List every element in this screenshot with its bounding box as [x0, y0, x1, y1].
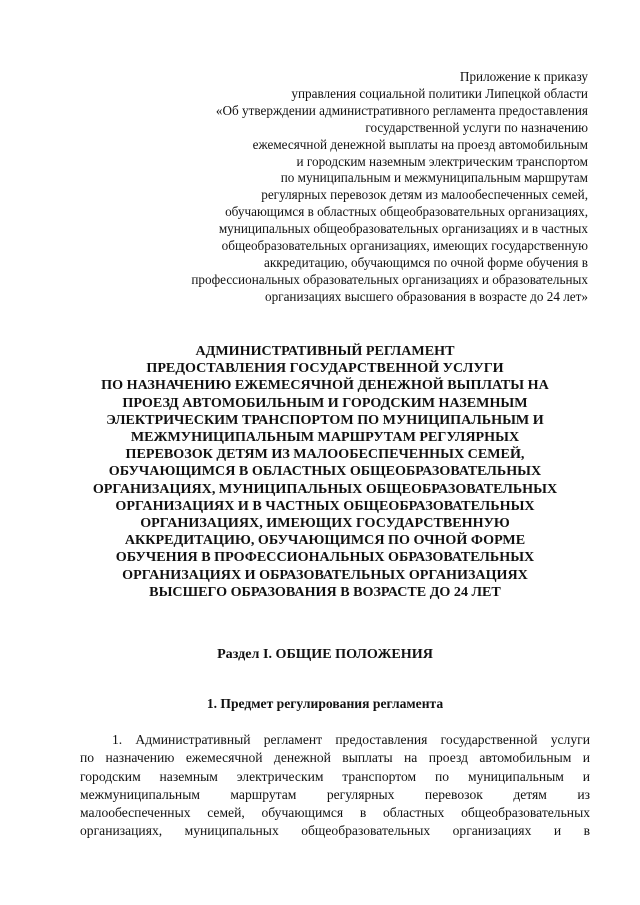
appendix-line: муниципальных общеобразовательных организациях и в частных — [218, 221, 588, 237]
appendix-line: организациях высшего образования в возрасте до 24 лет» — [264, 288, 588, 304]
appendix-line: по муниципальным и межмуниципальным маршрутам — [280, 170, 588, 186]
appendix-line: аккредитацию, обучающимся по очной форме обучения в — [263, 254, 588, 270]
appendix-line: управления социальной политики Липецкой области — [291, 85, 588, 101]
document-title — [60, 343, 590, 601]
title-line: ОРГАНИЗАЦИЯХ И ОБРАЗОВАТЕЛЬНЫХ ОРГАНИЗАЦИЯХ — [122, 566, 528, 583]
title-line: ПРОЕЗД АВТОМОБИЛЬНЫМ И ГОРОДСКИМ НАЗЕМНЫМ — [122, 394, 528, 411]
title-line: ОБУЧЕНИЯ В ПРОФЕССИОНАЛЬНЫХ ОБРАЗОВАТЕЛЬНЫХ — [115, 549, 535, 566]
title-line: МЕЖМУНИЦИПАЛЬНЫМ МАРШРУТАМ РЕГУЛЯРНЫХ — [130, 429, 520, 446]
appendix-line: ежемесячной денежной выплаты на проезд автомобильным — [252, 136, 588, 152]
body-line: организациях, муниципальных общеобразовательных организациях и в — [80, 823, 590, 839]
subsection-heading: 1. Предмет регулирования регламента — [206, 696, 444, 711]
title-line: ПО НАЗНАЧЕНИЮ ЕЖЕМЕСЯЧНОЙ ДЕНЕЖНОЙ ВЫПЛАТЫ НА — [101, 377, 549, 394]
appendix-line: «Об утверждении административного регламента предоставления — [215, 102, 588, 118]
title-line: ПРЕДОСТАВЛЕНИЯ ГОСУДАРСТВЕННОЙ УСЛУГИ — [146, 360, 504, 377]
title-line: АККРЕДИТАЦИЮ, ОБУЧАЮЩИМСЯ ПО ОЧНОЙ ФОРМЕ — [124, 532, 526, 549]
appendix-line: обучающимся в областных общеобразовательных организациях, — [225, 204, 588, 220]
appendix-line: и городским наземным электрическим транспортом — [296, 153, 588, 169]
title-line: ОРГАНИЗАЦИЯХ, ИМЕЮЩИХ ГОСУДАРСТВЕННУЮ — [140, 515, 510, 532]
body-line: городским наземным электрическим транспортом по муниципальным и — [80, 768, 590, 784]
title-line: ОБУЧАЮЩИМСЯ В ОБЛАСТНЫХ ОБЩЕОБРАЗОВАТЕЛЬНЫХ — [108, 463, 542, 480]
body-line: по назначению ежемесячной денежной выплаты на проезд автомобильным и — [80, 750, 590, 766]
body-line: 1. Административный регламент предоставления государственной услуги — [112, 732, 590, 747]
body-line: межмуниципальным маршрутам регулярных перевозок детям из — [80, 786, 590, 802]
title-line: ПЕРЕВОЗОК ДЕТЯМ ИЗ МАЛООБЕСПЕЧЕННЫХ СЕМЕЙ, — [125, 446, 525, 463]
appendix-line: общеобразовательных организациях, имеющих государственную — [221, 238, 588, 254]
body-line: малообеспеченных семей, обучающимся в областных общеобразовательных — [80, 805, 590, 821]
appendix-line: регулярных перевозок детям из малообеспеченных семей, — [261, 187, 588, 203]
title-line: ОРГАНИЗАЦИЯХ И В ЧАСТНЫХ ОБЩЕОБРАЗОВАТЕЛЬНЫХ — [115, 497, 535, 514]
section-heading: Раздел I. ОБЩИЕ ПОЛОЖЕНИЯ — [217, 646, 433, 662]
appendix-note — [68, 69, 588, 306]
appendix-line: государственной услуги по назначению — [365, 119, 588, 135]
title-line: ВЫСШЕГО ОБРАЗОВАНИЯ В ВОЗРАСТЕ ДО 24 ЛЕТ — [149, 583, 501, 600]
body-paragraph — [80, 731, 590, 841]
title-line: ЭЛЕКТРИЧЕСКИМ ТРАНСПОРТОМ ПО МУНИЦИПАЛЬНЫМ И — [106, 411, 544, 428]
appendix-line: Приложение к приказу — [459, 69, 588, 84]
title-line: ОРГАНИЗАЦИЯХ, МУНИЦИПАЛЬНЫХ ОБЩЕОБРАЗОВАТЕЛЬНЫХ — [92, 480, 558, 497]
title-line: АДМИНИСТРАТИВНЫЙ РЕГЛАМЕНТ — [195, 343, 455, 359]
appendix-line: профессиональных образовательных организациях и образовательных — [191, 271, 588, 287]
